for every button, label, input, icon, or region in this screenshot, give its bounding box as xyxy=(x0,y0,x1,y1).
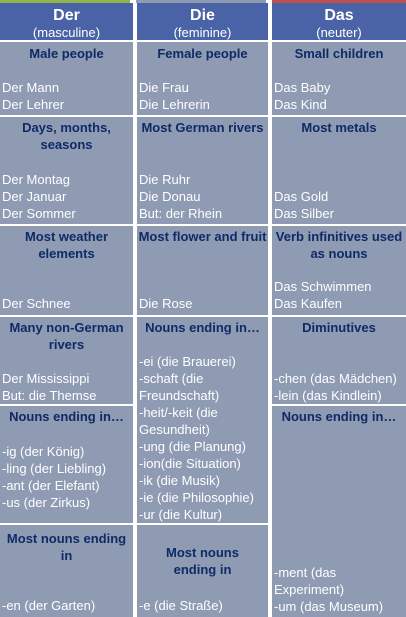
example-text: Der Schnee xyxy=(2,296,71,311)
example-text: Das Kind xyxy=(274,97,327,112)
examples-list xyxy=(139,597,266,614)
examples-list xyxy=(2,597,131,614)
examples-list xyxy=(274,79,404,113)
example-text: -um (das Museum) xyxy=(274,599,384,614)
example-text: Das Baby xyxy=(274,80,331,95)
example-text: -ant (der Elefant) xyxy=(2,478,100,493)
example-text: -lein (das Kindlein) xyxy=(274,388,382,403)
cell-das-metals xyxy=(272,117,406,224)
example-text: -ung (die Planung) xyxy=(139,439,246,454)
cell-die-female-people xyxy=(137,42,268,115)
example-text: Die Lehrerin xyxy=(139,97,210,112)
category-label: Nouns ending in… xyxy=(281,409,397,424)
examples-list xyxy=(2,295,131,312)
examples-list xyxy=(139,171,266,222)
cell-die-flower-fruit xyxy=(137,226,268,315)
examples-list xyxy=(274,564,404,615)
column-title: Das xyxy=(324,7,354,24)
example-text: But: die Themse xyxy=(2,388,97,403)
example-text: Die Rose xyxy=(139,296,193,311)
column-header-die xyxy=(137,3,268,40)
example-text: Das Silber xyxy=(274,206,334,221)
example-text: Der Mann xyxy=(2,80,60,95)
column-subtitle: (masculine) xyxy=(32,25,101,40)
example-text: -ig (der König) xyxy=(2,444,85,459)
cell-der-weather xyxy=(0,226,133,315)
category-label: Most German rivers xyxy=(141,120,264,135)
example-text: -ling (der Liebling) xyxy=(2,461,107,476)
example-text: -ment (das xyxy=(274,565,337,580)
cell-der-most-nouns-ending xyxy=(0,525,133,617)
category-label: Nouns ending in… xyxy=(145,320,260,335)
column-title: Die xyxy=(190,7,215,24)
category-label: Diminutives xyxy=(302,320,376,335)
cell-die-nouns-ending xyxy=(137,317,268,523)
examples-list xyxy=(2,443,131,511)
example-text: Das Schwimmen xyxy=(274,279,372,294)
example-text: Der Montag xyxy=(2,172,70,187)
examples-list xyxy=(2,79,131,113)
cell-der-non-german-rivers xyxy=(0,317,133,404)
category-label: Most metals xyxy=(301,120,377,135)
category-label: Male people xyxy=(29,46,104,61)
examples-list xyxy=(274,370,404,404)
examples-list xyxy=(2,370,131,404)
example-text: But: der Rhein xyxy=(139,206,223,221)
example-text: -ik (die Musik) xyxy=(139,473,220,488)
example-text: -heit/-keit (die xyxy=(139,405,218,420)
example-text: Freundschaft) xyxy=(139,388,220,403)
category-label: Many non-German rivers xyxy=(9,320,124,352)
examples-list xyxy=(139,295,266,312)
cell-die-most-nouns-ending xyxy=(137,525,268,617)
column-subtitle: (feminine) xyxy=(173,25,232,40)
example-text: Der Januar xyxy=(2,189,67,204)
category-label: Female people xyxy=(157,46,248,61)
category-label: Most nouns ending in xyxy=(6,531,127,563)
example-text: Die Ruhr xyxy=(139,172,191,187)
category-label: Days, months, seasons xyxy=(22,120,111,152)
column-title: Der xyxy=(53,7,80,24)
cell-die-german-rivers xyxy=(137,117,268,224)
example-text: -ei (die Brauerei) xyxy=(139,354,236,369)
example-text: Das Gold xyxy=(274,189,329,204)
cell-das-nouns-ending xyxy=(272,406,406,617)
category-label: Most flower and fruit xyxy=(138,229,267,244)
example-text: -chen (das Mädchen) xyxy=(274,371,397,386)
examples-list xyxy=(274,188,404,222)
example-text: Die Frau xyxy=(139,80,189,95)
example-text: -e (die Straße) xyxy=(139,598,223,613)
category-label: Most nouns ending in xyxy=(166,545,239,577)
example-text: -ur (die Kultur) xyxy=(139,507,223,522)
example-text: Das Kaufen xyxy=(274,296,342,311)
example-text: -us (der Zirkus) xyxy=(2,495,91,510)
category-label: Verb infinitives used as nouns xyxy=(275,229,403,261)
example-text: Der Mississippi xyxy=(2,371,90,386)
examples-list xyxy=(2,171,131,222)
cell-das-diminutives xyxy=(272,317,406,404)
cell-das-small-children xyxy=(272,42,406,115)
column-subtitle: (neuter) xyxy=(316,25,362,40)
example-text: Der Sommer xyxy=(2,206,76,221)
column-header-das xyxy=(272,3,406,40)
example-text: Der Lehrer xyxy=(2,97,65,112)
example-text: Die Donau xyxy=(139,189,201,204)
cell-das-verb-infinitives xyxy=(272,226,406,315)
category-label: Small children xyxy=(294,46,384,61)
cell-der-male-people xyxy=(0,42,133,115)
examples-list xyxy=(139,79,266,113)
example-text: Gesundheit) xyxy=(139,422,210,437)
cell-der-days-months-seasons xyxy=(0,117,133,224)
examples-list xyxy=(274,278,404,312)
category-label: Nouns ending in… xyxy=(9,409,124,424)
examples-list xyxy=(139,353,266,523)
column-header-der xyxy=(0,3,133,40)
category-label: Most weather elements xyxy=(24,229,109,261)
example-text: -schaft (die xyxy=(139,371,204,386)
example-text: -ie (die Philosophie) xyxy=(139,490,254,505)
example-text: -en (der Garten) xyxy=(2,598,96,613)
cell-der-nouns-ending xyxy=(0,406,133,523)
example-text: Experiment) xyxy=(274,582,345,597)
example-text: -ion(die Situation) xyxy=(139,456,241,471)
